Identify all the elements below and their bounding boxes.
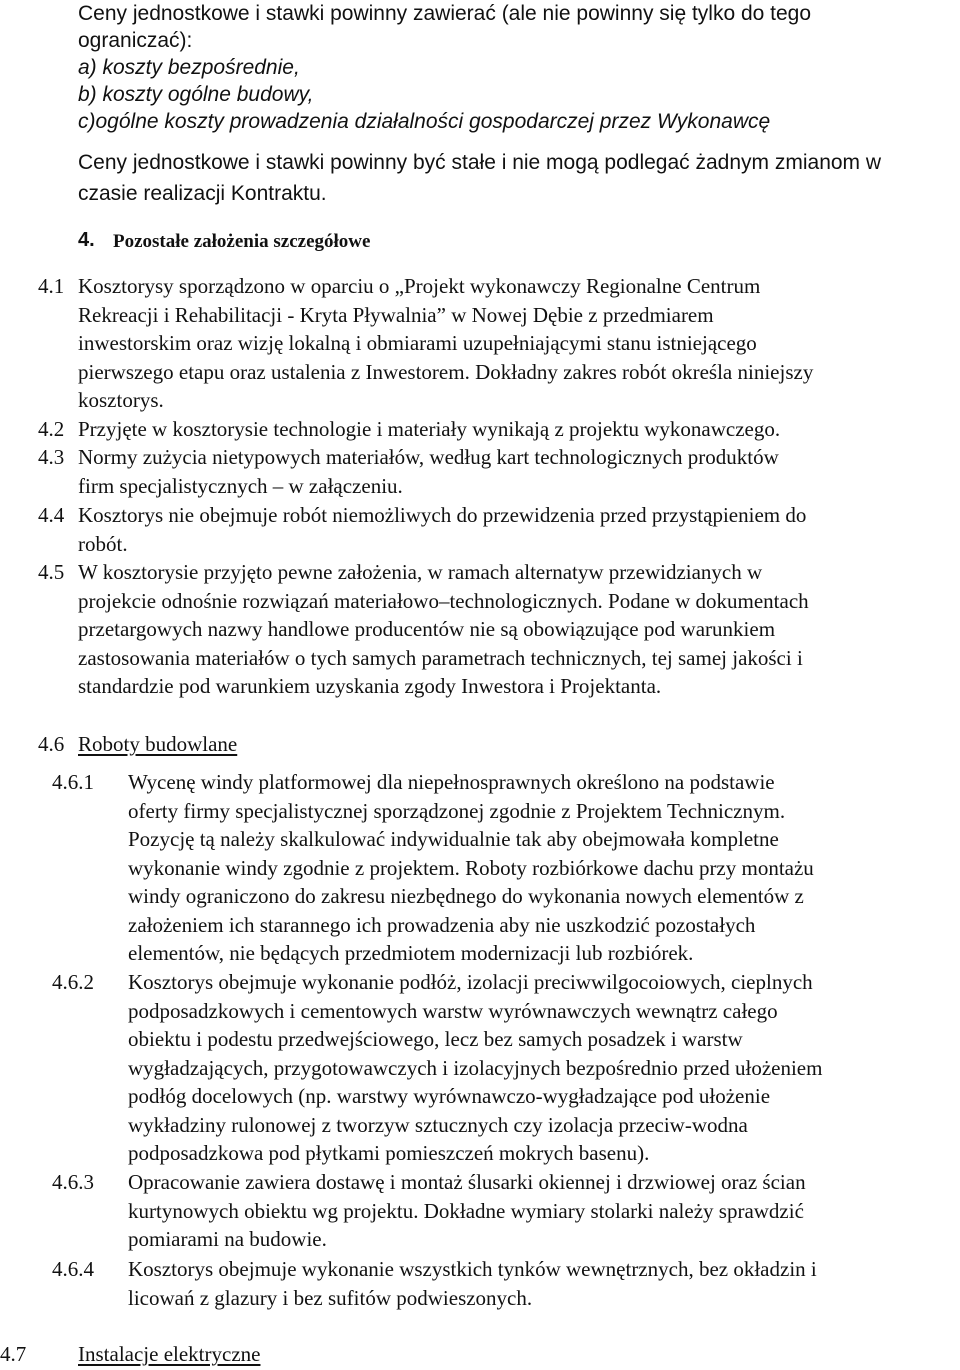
intro-paragraph [78,0,958,135]
item-4-4 [0,501,960,558]
item-line: przetargowych nazwy handlowe producentów nie są obowiązujące pod warunkiem [78,617,776,641]
subsection-number: 4.7 [0,1342,27,1366]
intro-line: Ceny jednostkowe i stawki powinny być stałe i nie mogą podlegać żadnym zmianom w [78,151,882,174]
item-line: Wycenę windy platformowej dla niepełnosprawnych określono na podstawie [128,770,775,794]
intro-list-item: b) koszty ogólne budowy, [78,83,314,106]
item-line: wygładzających, przygotowawczych i izolacyjnych bezpośrednio przed ułożeniem [128,1055,823,1080]
item-line: standardzie pod warunkiem uzyskania zgody Inwestora i Projektanta. [78,674,662,698]
section-number: 4. [78,229,95,251]
section-heading [78,229,958,259]
item-line: Rekreacji i Rehabilitacji - Kryta Pływalnia” w Nowej Dębie z przedmiarem [78,302,714,327]
item-line: Kosztorys obejmuje wykonanie podłóż, izolacji preciwwilgocoiowych, cieplnych [128,970,813,994]
item-4-6-4 [0,1255,960,1312]
item-line: Opracowanie zawiera dostawę i montaż ślusarki okiennej i drzwiowej oraz ścian [128,1170,806,1194]
intro-paragraph-2 [78,147,958,209]
section-title: Pozostałe założenia szczegółowe [113,231,371,252]
item-line: kurtynowych obiektu wg projektu. Dokładne wymiary stolarki należy sprawdzić [128,1198,804,1223]
item-4-5 [0,558,960,701]
item-number: 4.6.1 [52,770,94,794]
item-line: wykładziny rulonowej z tworzyw sztucznych czy izolacja przeciw-wodna [128,1112,748,1137]
item-line: licowań z glazury i bez sufitów podwieszonych. [128,1285,533,1310]
item-number: 4.6.4 [52,1257,94,1281]
intro-line: Ceny jednostkowe i stawki powinny zawierać (ale nie powinny się tylko do tego [78,2,812,25]
item-number: 4.3 [38,445,65,469]
item-line: zastosowania materiałów o tych samych parametrach technicznych, tej samej jakości i [78,645,803,670]
item-number: 4.1 [38,274,65,298]
item-line: Pozycję tą należy skalkulować indywidualnie tak aby obejmowała kompletne [128,827,779,851]
item-line: inwestorskim oraz wizję lokalną i obmiarami uzupełniającymi stanu istniejącego [78,331,757,355]
item-line: podłóg docelowych (np. warstwy wyrównawczo-wygładzające pod ułożenie [128,1084,771,1108]
subsection-number: 4.6 [38,732,65,756]
item-line: obiektu i podestu przedwejściowego, lecz bez samych posadzek i warstw [128,1027,743,1051]
item-4-6-1 [0,768,960,968]
item-line: projekcie odnośnie rozwiązań materiałowo–technologicznych. Podane w dokumentach [78,588,809,613]
item-line: kosztorys. [78,388,164,412]
item-number: 4.4 [38,503,65,527]
item-line: pierwszego etapu oraz ustalenia z Inwestorem. Dokładny zakres robót określa niniejszy [78,359,814,384]
item-line: Kosztorys obejmuje wykonanie wszystkich tynków wewnętrznych, bez okładzin i [128,1257,817,1281]
intro-line: czasie realizacji Kontraktu. [78,182,327,205]
item-line: elementów, nie będących przedmiotem modernizacji lub rozbiórek. [128,941,694,965]
item-line: oferty firmy specjalistycznej sporządzonej zgodnie z Projektem Technicznym. [128,798,786,823]
intro-line: ograniczać): [78,29,193,52]
intro-list-item: a) koszty bezpośrednie, [78,56,300,79]
subsection-title: Instalacje elektryczne [78,1342,261,1366]
item-line: firm specjalistycznych – w załączeniu. [78,473,403,498]
item-number: 4.2 [38,417,65,441]
item-number: 4.6.3 [52,1170,94,1194]
item-4-2 [0,415,960,444]
item-4-6-3 [0,1168,960,1254]
item-number: 4.5 [38,560,65,584]
subsection-title: Roboty budowlane [78,732,238,756]
item-line: robót. [78,531,128,556]
item-line: Kosztorys nie obejmuje robót niemożliwych do przewidzenia przed przystąpieniem do [78,503,807,527]
item-line: podposadzkowa pod płytkami pomieszczeń mokrych basenu). [128,1141,650,1165]
item-line: podposadzkowych i cementowych warstw wyrównawczych wewnątrz całego [128,998,778,1023]
item-line: pomiarami na budowie. [128,1227,327,1251]
item-line: windy ograniczono do zakresu niezbędnego do wykonania nowych elementów z [128,884,804,908]
item-line: Normy zużycia nietypowych materiałów, według kart technologicznych produktów [78,445,779,469]
item-4-3 [0,443,960,500]
item-line: Przyjęte w kosztorysie technologie i materiały wynikają z projektu wykonawczego. [78,417,781,441]
item-4-1 [0,272,960,415]
item-number: 4.6.2 [52,970,94,994]
intro-list-item: c)ogólne koszty prowadzenia działalności gospodarczej przez Wykonawcę [78,110,771,133]
item-line: Kosztorysy sporządzono w oparciu o „Projekt wykonawczy Regionalne Centrum [78,274,761,298]
item-line: wykonanie windy zgodnie z projektem. Roboty rozbiórkowe dachu przy montażu [128,855,814,880]
item-line: założeniem ich starannego ich prowadzenia aby nie uszkodzić pozostałych [128,912,756,937]
item-4-6-2 [0,968,960,1168]
item-line: W kosztorysie przyjęto pewne założenia, w ramach alternatyw przewidzianych w [78,560,763,584]
